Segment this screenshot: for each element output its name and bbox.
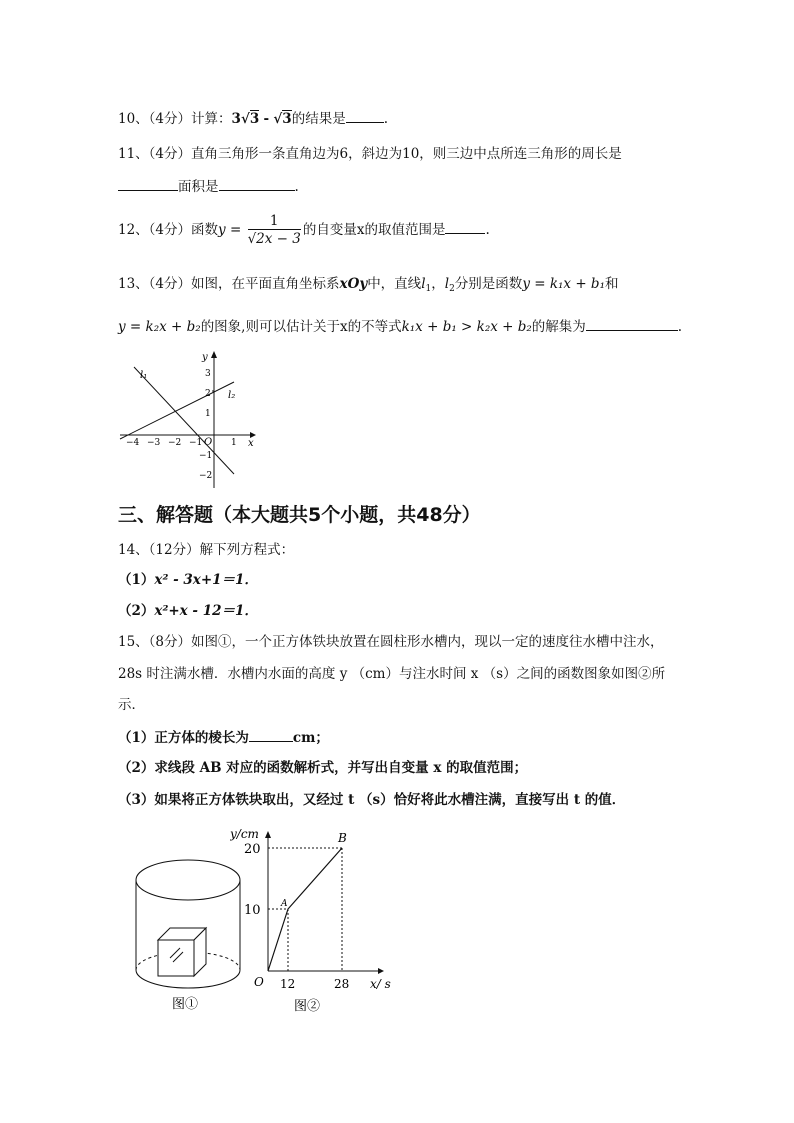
x-tick: −4 (126, 438, 140, 448)
question-14-title: 14、（12分）解下列方程式： (118, 542, 295, 558)
question-13-line2: y = k₂x + b₂的图象,则可以估计关于x的不等式k₁x + b₁ > k₂x + b₂的解集为 . (118, 316, 682, 337)
question-13-line1: 13、（4分）如图，在平面直角坐标系xOy中，直线$l_1$，$l_2$分别是函数y = k₁x + b₁和 (118, 276, 619, 294)
line-l2 (120, 382, 234, 439)
cylinder-top (136, 860, 240, 900)
origin-label: O (254, 975, 264, 989)
x-axis-label: x/ s (370, 977, 391, 991)
l2-label: l₂ (228, 390, 236, 401)
x-tick-12: 12 (280, 977, 296, 991)
x-tick: 1 (231, 438, 237, 448)
y-axis-label: y/cm (230, 827, 259, 841)
section-heading: 三、解答题（本大题共5个小题，共48分） (118, 504, 481, 526)
y-tick-10: 10 (244, 903, 261, 918)
question-15-line2: 28s 时注满水槽．水槽内水面的高度 y （cm）与注水时间 x （s）之间的函数图象如图②所 (118, 666, 666, 682)
l1-label: l₁ (140, 370, 148, 381)
line-l1 (134, 367, 234, 474)
question-14-part2: （2）x²+x - 12＝1． (118, 603, 258, 619)
origin-label: O (204, 437, 213, 448)
y-tick: 2 (205, 389, 211, 399)
question-15-part1: （1）正方体的棱长为 cm； (118, 727, 329, 748)
y-axis-arrow (211, 351, 217, 358)
q13-coordinate-graph (118, 348, 258, 490)
point-b-label: B (338, 831, 347, 845)
question-10: 10、（4分）计算：3√3 - √3的结果是 . (118, 108, 388, 129)
question-15-line3: 示． (118, 697, 145, 713)
y-axis-arrow (265, 831, 271, 838)
figure-2-graph (230, 826, 405, 1018)
question-11-line1: 11、（4分）直角三角形一条直角边为6，斜边为10，则三边中点所连三角形的周长是 (118, 146, 622, 162)
y-tick-20: 20 (244, 842, 261, 857)
x-tick: −3 (147, 438, 161, 448)
question-15-part3: （3）如果将正方体铁块取出，又经过 t （s）恰好将此水槽注满，直接写出 t 的值． (118, 792, 626, 808)
answer-blank[interactable] (249, 727, 293, 742)
x-axis-arrow (378, 968, 384, 974)
figure-1-caption: 图① (172, 997, 199, 1012)
x-axis-label: x (248, 438, 254, 449)
question-12: 12、（4分）函数y = $\frac{1}{√2x - 3}$ 的自变量x的取值范围是 . (118, 213, 490, 247)
x-tick-28: 28 (334, 977, 350, 991)
y-tick: −1 (199, 451, 213, 461)
x-tick: −2 (168, 438, 182, 448)
question-15-part2: （2）求线段 AB 对应的函数解析式，并写出自变量 x 的取值范围； (118, 760, 528, 776)
y-axis-label: y (202, 352, 208, 363)
y-tick: 1 (205, 409, 211, 419)
answer-blank[interactable] (118, 176, 178, 191)
y-tick: −2 (199, 471, 213, 481)
point-a-label: A (281, 899, 288, 909)
question-11-line2: 面积是 . (118, 176, 299, 197)
answer-blank[interactable] (445, 219, 485, 234)
question-14-part1: （1）x² - 3x+1＝1． (118, 572, 258, 588)
question-15-line1: 15、（8分）如图①，一个正方体铁块放置在圆柱形水槽内，现以一定的速度往水槽中注水， (118, 634, 664, 650)
x-tick: −1 (189, 438, 203, 448)
answer-blank[interactable] (219, 176, 295, 191)
water-level-line (268, 848, 342, 971)
y-tick: 3 (205, 369, 211, 379)
figure-2-caption: 图② (294, 999, 321, 1014)
answer-blank[interactable] (586, 316, 678, 331)
answer-blank[interactable] (346, 108, 384, 123)
fraction: $\frac{1}{√2x - 3}$ (247, 213, 301, 247)
cube-front (158, 940, 194, 976)
